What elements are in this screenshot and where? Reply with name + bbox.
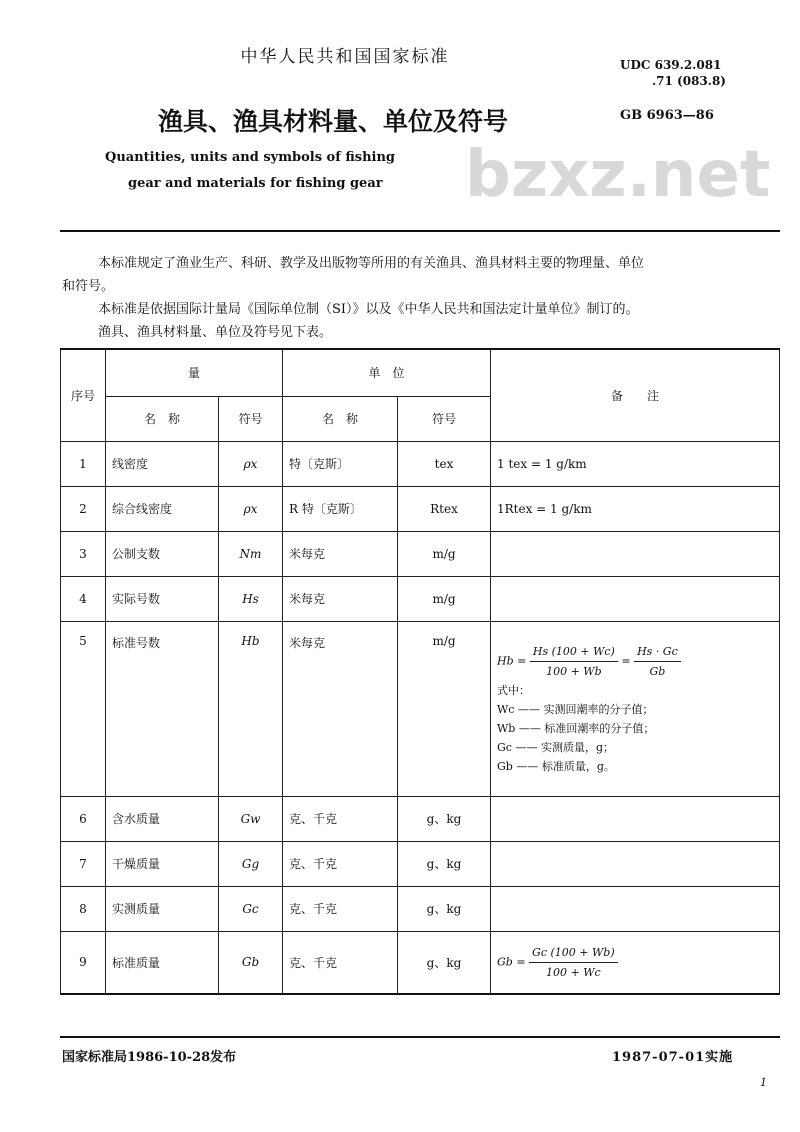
page-number: 1 [760,1076,767,1089]
unit-symbol: g、kg [398,841,491,886]
quantity-symbol: ρx [219,486,283,531]
row-no: 3 [61,531,106,576]
table-row [61,576,780,621]
unit-name: 克、千克 [283,841,398,886]
formula-def-gc: Gc —— 实测质量，g； [497,740,614,754]
intro-paragraph-2: 本标准是依据国际计量局《国际单位制（SI）》以及《中华人民共和国法定计量单位》制订的。 [98,302,639,317]
formula-where: 式中： [497,683,530,697]
quantity-symbol: Hs [219,576,283,621]
page-title: 渔具、渔具材料量、单位及符号 [158,107,509,136]
intro-paragraph-3: 渔具、渔具材料量、单位及符号见下表。 [98,325,333,340]
formula-hb [491,621,780,796]
quantity-name: 公制支数 [106,531,219,576]
formula-den: 100 + Wc [546,965,601,979]
row-no: 4 [61,576,106,621]
intro-paragraph-1: 本标准规定了渔业生产、科研、教学及出版物等所用的有关渔具、渔具材料主要的物理量、单位 [98,256,645,271]
table-row [61,531,780,576]
unit-name: 克、千克 [283,886,398,931]
row-no: 9 [61,931,106,994]
quantity-name: 综合线密度 [106,486,219,531]
row-no: 1 [61,441,106,486]
formula-lhs: Gb = [497,955,526,969]
udc-code-2: .71 (083.8) [652,74,726,88]
quantity-name: 标准号数 [106,621,219,796]
formula-def-wb: Wb —— 标准回潮率的分子值； [497,721,655,735]
quantity-symbol: Gc [219,886,283,931]
quantity-name: 线密度 [106,441,219,486]
unit-name: 特〔克斯〕 [283,441,398,486]
formula-def-wc: Wc —— 实测回潮率的分子值； [497,702,654,716]
udc-code: UDC 639.2.081 [620,58,722,72]
unit-symbol: g、kg [398,931,491,994]
table-row [61,841,780,886]
formula-gb [491,931,780,994]
header-quantity-symbol: 符号 [219,396,283,441]
quantity-name: 干燥质量 [106,841,219,886]
remark: 1Rtex = 1 g/km [491,486,780,531]
unit-name: 克、千克 [283,931,398,994]
formula-eq: = [621,654,631,667]
gb-number: GB 6963—86 [620,108,714,123]
effective-date: 1987-07-01实施 [612,1050,734,1065]
table-row [61,886,780,931]
header-quantity: 量 [106,349,283,396]
quantity-symbol: Gb [219,931,283,994]
row-no: 8 [61,886,106,931]
quantity-symbol: Gw [219,796,283,841]
unit-symbol: Rtex [398,486,491,531]
unit-name: 米每克 [283,531,398,576]
unit-symbol: g、kg [398,796,491,841]
remark [491,841,780,886]
remark [491,886,780,931]
unit-name: 米每克 [283,621,398,796]
remark [491,531,780,576]
header-remark: 备 注 [491,349,780,441]
unit-symbol: tex [398,441,491,486]
unit-name: 米每克 [283,576,398,621]
row-no: 6 [61,796,106,841]
table-row [61,441,780,486]
quantity-symbol: Hb [219,621,283,796]
formula-num1: Hs (100 + Wc) [530,642,618,662]
footer-divider [60,1036,780,1038]
title-en-line1: Quantities, units and symbols of fishing [105,150,396,165]
table-row [61,486,780,531]
remark [491,576,780,621]
row-no: 7 [61,841,106,886]
header-divider [60,230,780,232]
quantity-name: 实测质量 [106,886,219,931]
formula-num: Gc (100 + Wb) [529,943,618,963]
table-row [61,931,780,994]
formula-lhs: Hb = [497,654,527,667]
quantity-symbol: Gg [219,841,283,886]
row-no: 5 [61,621,106,796]
issued-date: 国家标准局1986-10-28发布 [62,1050,237,1065]
unit-symbol: g、kg [398,886,491,931]
header-unit: 单 位 [283,349,491,396]
national-standard-label: 中华人民共和国国家标准 [240,47,450,67]
watermark: bzxz.net [465,138,771,212]
quantity-name: 含水质量 [106,796,219,841]
formula-num2: Hs · Gc [634,642,681,662]
unit-symbol: m/g [398,531,491,576]
intro-paragraph-1-cont: 和符号。 [62,279,115,294]
table-row [61,796,780,841]
formula-den1: 100 + Wb [546,664,602,678]
title-en-line2: gear and materials for fishing gear [128,176,383,191]
quantity-symbol: Nm [219,531,283,576]
unit-name: 克、千克 [283,796,398,841]
unit-name: R 特〔克斯〕 [283,486,398,531]
table-row [61,621,780,796]
remark: 1 tex = 1 g/km [491,441,780,486]
header-unit-symbol: 符号 [398,396,491,441]
quantity-symbol: ρx [219,441,283,486]
unit-symbol: m/g [398,576,491,621]
quantities-table [60,348,780,995]
header-no: 序号 [61,349,106,441]
quantity-name: 实际号数 [106,576,219,621]
formula-den2: Gb [649,664,666,678]
row-no: 2 [61,486,106,531]
header-quantity-name: 名 称 [106,396,219,441]
unit-symbol: m/g [398,621,491,796]
header-unit-name: 名 称 [283,396,398,441]
remark [491,796,780,841]
quantity-name: 标准质量 [106,931,219,994]
formula-def-gb: Gb —— 标准质量，g。 [497,759,615,773]
